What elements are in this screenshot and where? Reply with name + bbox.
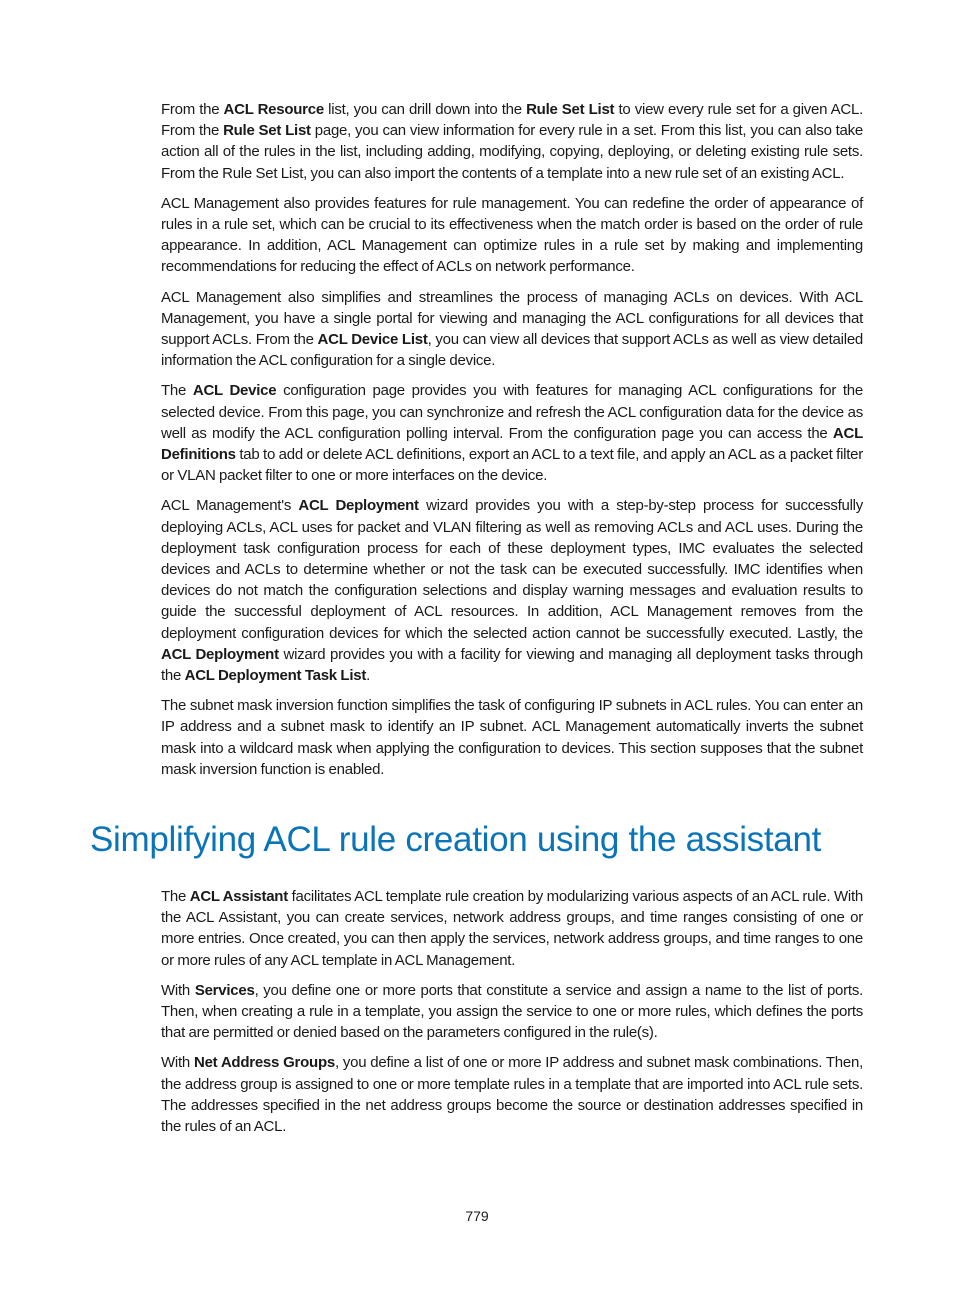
text-run: ACL Management's	[161, 497, 299, 515]
text-run: With	[161, 981, 195, 999]
text-run: wizard provides you with a facility for viewing and managing all deployment tasks through the	[161, 645, 863, 685]
text-run: From the	[161, 101, 224, 118]
section-heading: Simplifying ACL rule creation using the assistant	[90, 820, 822, 859]
bold-term-acl-resource: ACL Resource	[223, 101, 324, 118]
bold-term-acl-assistant: ACL Assistant	[189, 888, 288, 905]
text-run: wizard provides you with a step-by-step process for successfully deploying ACLs, ACL uses for packet and VLAN filtering as well as removing ACLs and ACL uses. During the deployment task configuration process for each of these deployment types, IMC evaluates the selected devices and ACLs to determine whether or not the task can be executed successfully. IMC identifies when devices do not match the configuration selections and display warning messages and evaluation results to guide the successful deployment of ACL resources. In addition, ACL Management removes from the deployment configuration devices for which the selected action cannot be successfully executed. Lastly, the	[161, 497, 863, 642]
intro-section	[161, 99, 863, 780]
text-run: list, you can drill down into the	[323, 101, 527, 118]
assistant-section	[161, 886, 863, 1137]
text-run: tab to add or delete ACL definitions, export an ACL to a text file, and apply an ACL as a packet filter or VLAN packet filter to one or more interfaces on the device.	[161, 446, 863, 485]
paragraph-services	[161, 980, 863, 1044]
text-run: ACL Management also simplifies and streamlines the process of managing ACLs on devices. With ACL Management, you have a single portal for viewing and managing the ACL configurations for all devices that support ACLs. From the	[161, 288, 863, 349]
bold-term-acl-device: ACL Device	[192, 382, 277, 400]
bold-term-rule-set-list: Rule Set List	[526, 101, 615, 118]
paragraph-acl-device	[161, 380, 863, 486]
text-run: , you define one or more ports that constitute a service and assign a name to the list of ports. Then, when creating a rule in a template, you assign the service to one or more rules, which defines the ports that are permitted or denied based on the parameters configured in the rule(s).	[161, 981, 863, 1042]
paragraph-acl-device-list	[161, 287, 863, 372]
text-run: to view every rule set for a given ACL. From the	[161, 101, 863, 140]
bold-term-rule-set-list: Rule Set List	[223, 122, 311, 140]
paragraph-subnet-mask-inversion	[161, 695, 863, 780]
text-run: facilitates ACL template rule creation by modularizing various aspects of an ACL rule. With the ACL Assistant, you can create services, network address groups, and time ranges consisting of one or more entries. Once created, you can then apply the services, network address groups, and time ranges to one or more rules of any ACL template in ACL Management.	[161, 888, 863, 969]
paragraph-acl-assistant	[161, 886, 863, 971]
text-run: The	[161, 888, 190, 905]
bold-term-net-address-groups: Net Address Groups	[194, 1054, 335, 1072]
paragraph-rule-management	[161, 193, 863, 278]
paragraph-acl-deployment	[161, 495, 863, 686]
bold-term-acl-deployment: ACL Deployment	[298, 497, 419, 515]
paragraph-acl-resource	[161, 99, 863, 184]
paragraph-net-address-groups	[161, 1052, 863, 1137]
text-run: page, you can view information for every rule in a set. From this list, you can also take action all of the rules in the list, including adding, modifying, copying, deploying, or deleting existing rule sets. From the Rule Set List, you can also import the contents of a template into a new rule set of an existing ACL.	[161, 122, 863, 182]
bold-term-acl-device-list: ACL Device List	[317, 331, 428, 349]
text-run: The subnet mask inversion function simplifies the task of configuring IP subnets in ACL rules. You can enter an IP address and a subnet mask to identify an IP subnet. ACL Management automatically inverts the subnet mask into a wildcard mask when applying the configuration to devices. This section supposes that the subnet mask inversion function is enabled.	[161, 697, 863, 778]
bold-term-services: Services	[194, 981, 255, 999]
text-run: The	[161, 382, 193, 400]
text-run: With	[161, 1054, 194, 1072]
bold-term-acl-definitions: ACL Definitions	[161, 424, 863, 464]
text-run: , you define a list of one or more IP address and subnet mask combinations. Then, the address group is assigned to one or more template rules in a template that are imported into ACL rule sets. The addresses specified in the net address groups become the source or destination addresses specified in the rules of an ACL.	[161, 1054, 863, 1136]
text-run: configuration page provides you with features for managing ACL configurations for the selected device. From this page, you can synchronize and refresh the ACL configuration data for the device as well as modify the ACL configuration polling interval. From the configuration page you can access the	[161, 382, 863, 442]
text-run: , you can view all devices that support ACLs as well as view detailed information the ACL configuration for a single device.	[161, 331, 863, 370]
page-number: 779	[465, 1208, 489, 1224]
text-run: ACL Management also provides features for rule management. You can redefine the order of appearance of rules in a rule set, which can be crucial to its effectiveness when the match order is based on the order of rule appearance. In addition, ACL Management can optimize rules in a rule set by making and implementing recommendations for reducing the effect of ACLs on network performance.	[161, 194, 863, 276]
bold-term-acl-deployment: ACL Deployment	[161, 645, 279, 663]
text-run: .	[366, 667, 370, 685]
bold-term-acl-deployment-task-list: ACL Deployment Task List	[184, 667, 367, 685]
